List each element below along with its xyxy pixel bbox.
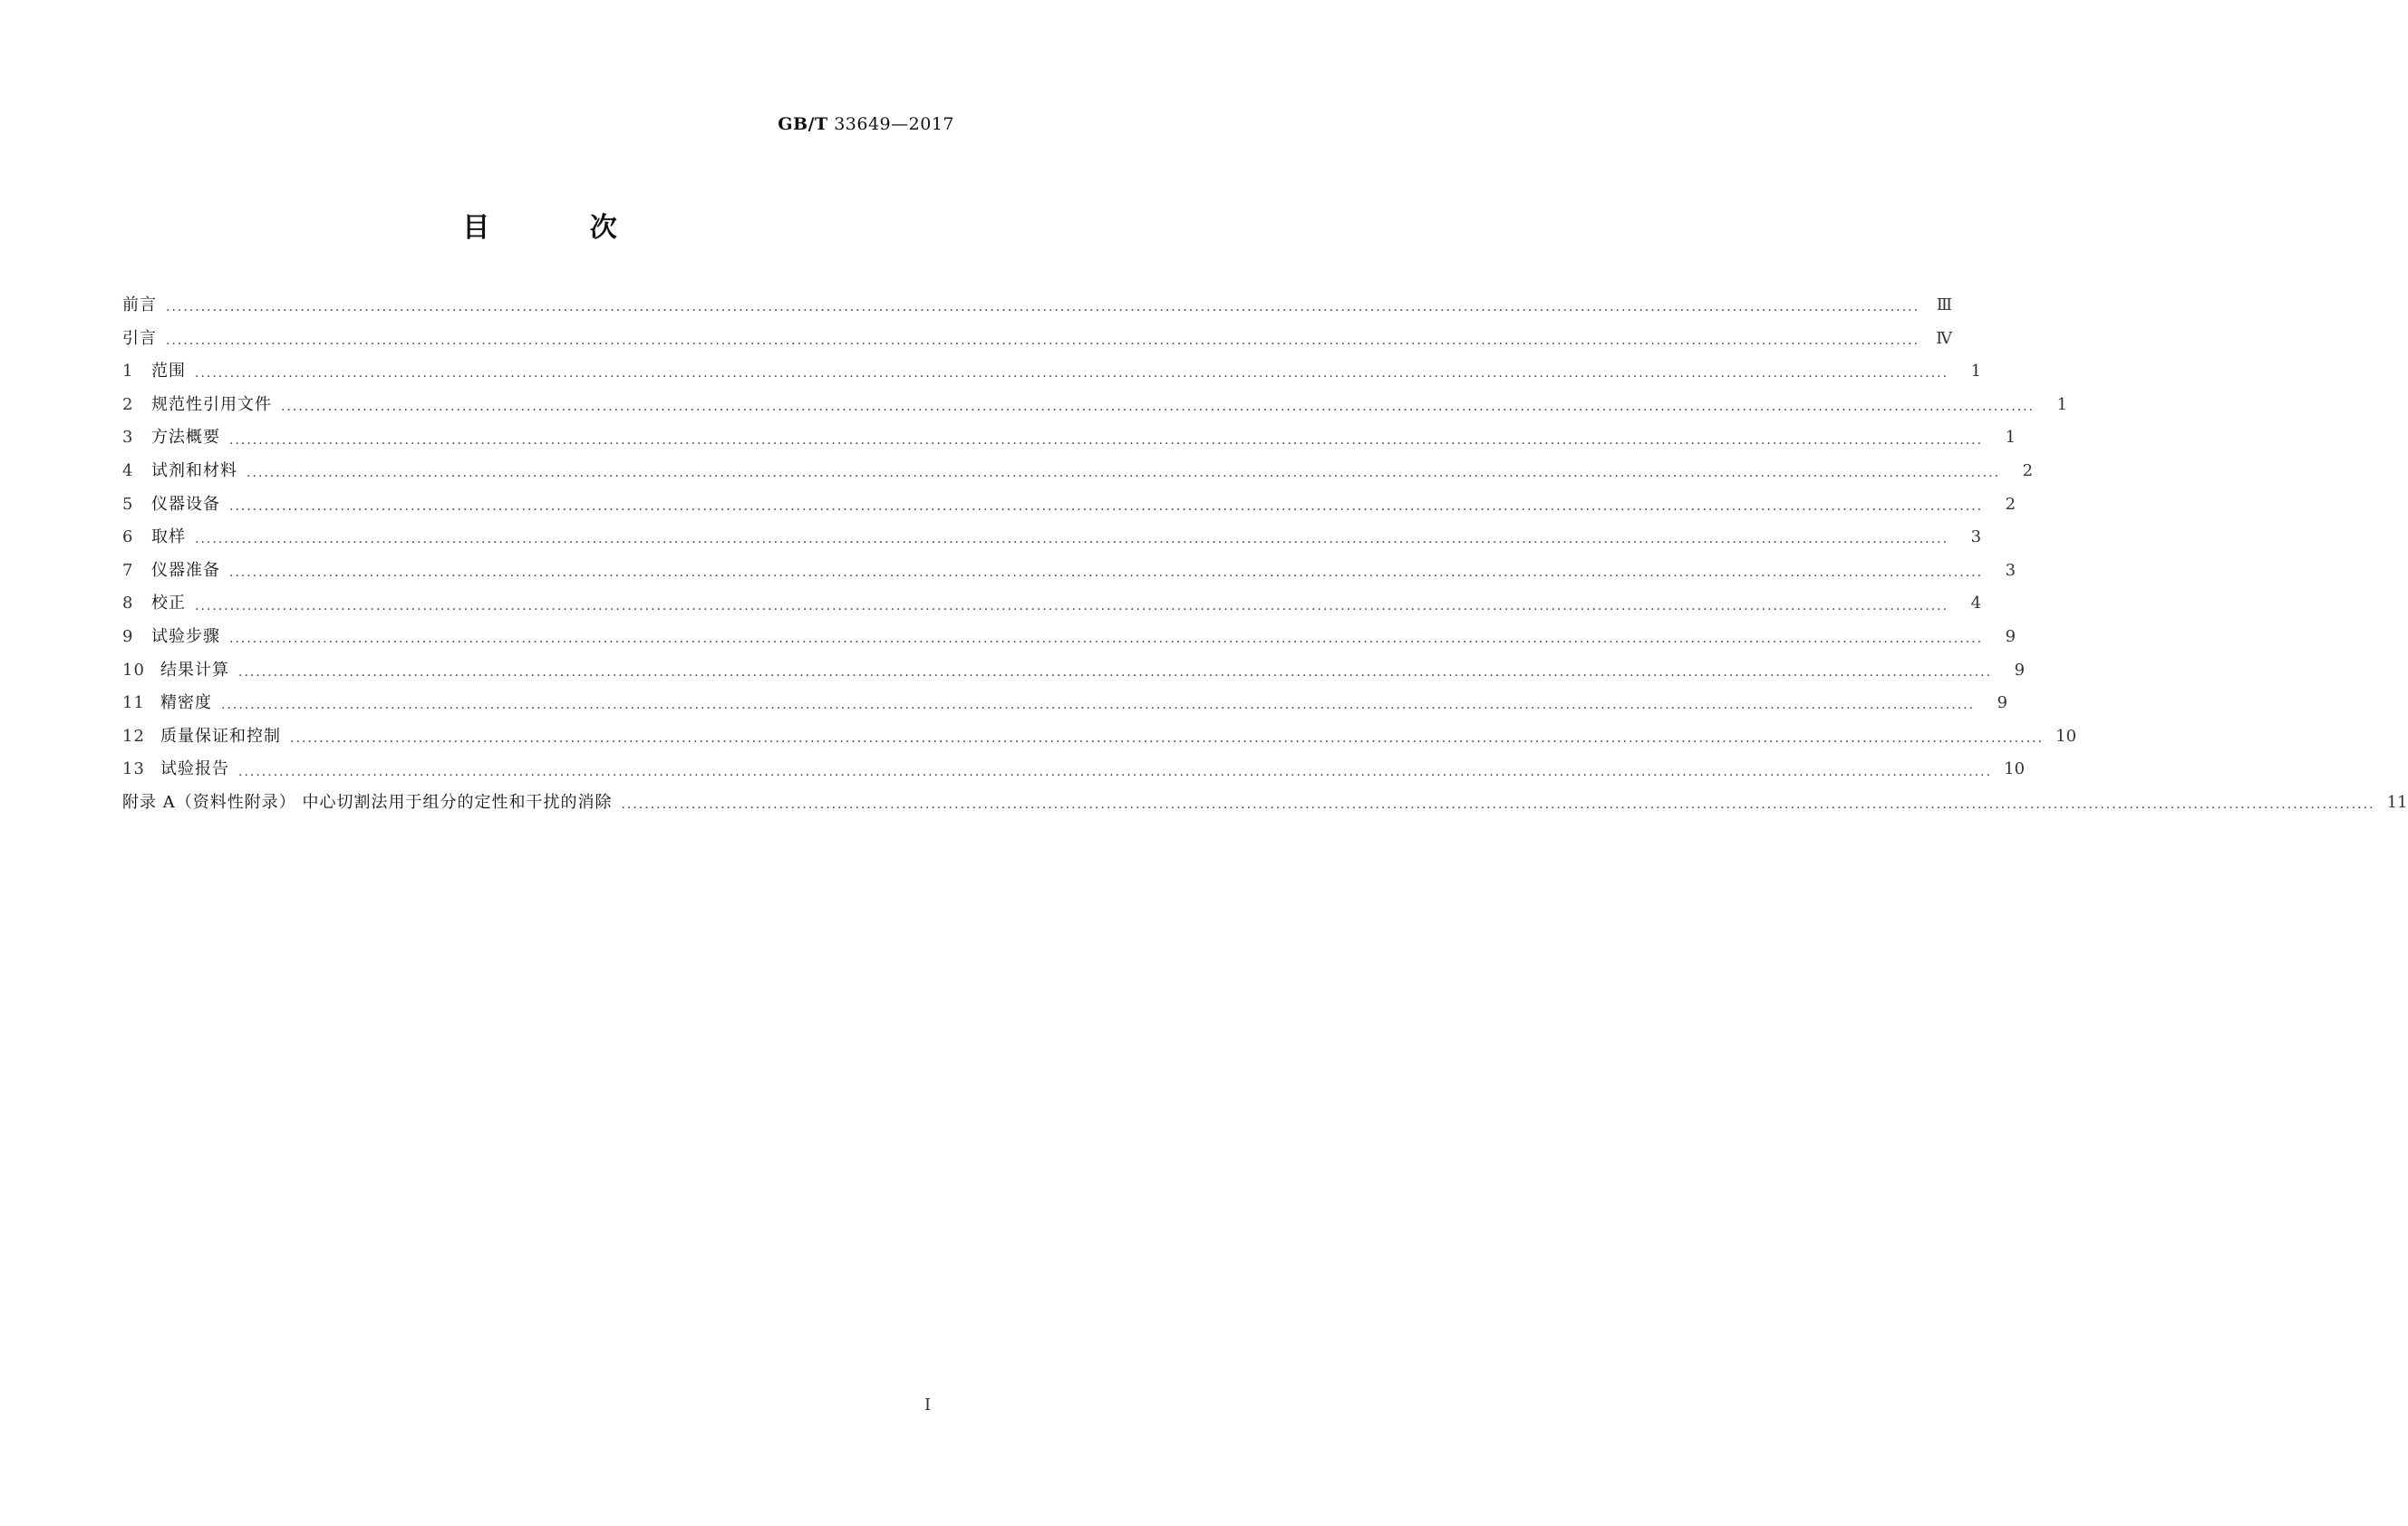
toc-section-number: 10	[122, 660, 145, 680]
toc-section-number: 2	[122, 394, 134, 414]
toc-dot-leader: ············································································································································································································································································································	[229, 569, 1984, 584]
toc-entry[interactable]	[122, 723, 2077, 757]
toc-label	[122, 458, 247, 481]
toc-entry[interactable]	[122, 358, 1982, 391]
toc-section-title: 引言	[122, 328, 157, 348]
toc-label	[122, 524, 195, 547]
page-title: 目 次	[462, 212, 662, 244]
table-of-contents	[122, 292, 2408, 823]
toc-section-number: 9	[122, 626, 134, 646]
toc-section-number: 3	[122, 428, 134, 448]
toc-page-number: 1	[2005, 428, 2016, 448]
toc-page-number: 10	[2004, 759, 2026, 779]
toc-label	[122, 292, 166, 315]
toc-entry[interactable]	[122, 789, 2408, 823]
toc-section-number: 13	[122, 759, 145, 779]
toc-section-title: 试剂和材料	[151, 460, 237, 480]
toc-page-number: 3	[2005, 560, 2016, 580]
toc-label	[122, 491, 229, 515]
toc-entry[interactable]	[122, 391, 2068, 425]
toc-page-number: 9	[1997, 693, 2008, 713]
toc-dot-leader: ············································································································································································································································································································	[166, 304, 1920, 319]
toc-dot-leader: ············································································································································································································································································································	[238, 668, 1993, 683]
toc-page-number: 4	[1970, 594, 1982, 613]
toc-entry[interactable]	[122, 491, 2016, 525]
toc-dot-leader: ············································································································································································································································································································	[281, 403, 2036, 419]
toc-section-number: 11	[122, 693, 145, 713]
toc-page-number: 10	[2055, 726, 2077, 746]
toc-section-title: 试验步骤	[151, 626, 220, 646]
toc-section-title: 校正	[151, 594, 186, 613]
toc-label	[122, 690, 221, 713]
toc-entry[interactable]	[122, 756, 2026, 789]
toc-label	[122, 789, 621, 813]
toc-dot-leader: ············································································································································································································································································································	[166, 336, 1920, 352]
toc-label	[122, 424, 229, 448]
toc-section-number: 6	[122, 527, 134, 547]
toc-page-number: 9	[2014, 660, 2026, 680]
toc-section-title: 规范性引用文件	[151, 394, 272, 414]
toc-dot-leader: ············································································································································································································································································································	[229, 436, 1984, 451]
toc-entry[interactable]	[122, 690, 2008, 723]
toc-label	[122, 657, 238, 681]
page-number: I	[924, 1396, 932, 1415]
toc-dot-leader: ············································································································································································································································································································	[221, 701, 1976, 717]
toc-page-number: 2	[2022, 460, 2034, 480]
toc-section-title: 附录 A（资料性附录） 中心切割法用于组分的定性和干扰的消除	[122, 792, 613, 812]
toc-entry[interactable]	[122, 424, 2016, 458]
toc-page-number: 11	[2386, 792, 2408, 812]
toc-page-number: 1	[2056, 394, 2068, 414]
toc-section-title: 精密度	[160, 693, 212, 713]
toc-section-number: 7	[122, 560, 134, 580]
toc-entry[interactable]	[122, 524, 1982, 557]
toc-entry[interactable]	[122, 325, 1953, 359]
toc-section-title: 方法概要	[151, 428, 220, 448]
toc-dot-leader: ············································································································································································································································································································	[195, 602, 1949, 617]
toc-dot-leader: ············································································································································································································································································································	[229, 635, 1984, 651]
standard-number: 33649—2017	[834, 114, 954, 134]
standard-code	[778, 114, 954, 134]
toc-label	[122, 723, 290, 747]
toc-dot-leader: ············································································································································································································································································································	[195, 370, 1949, 385]
toc-section-title: 前言	[122, 295, 157, 314]
toc-dot-leader: ············································································································································································································································································································	[229, 502, 1984, 517]
toc-label	[122, 590, 195, 613]
toc-dot-leader: ············································································································································································································································································································	[621, 801, 2375, 816]
toc-section-number: 1	[122, 362, 134, 382]
toc-page-number: 3	[1970, 527, 1982, 547]
toc-section-title: 仪器准备	[151, 560, 220, 580]
toc-label	[122, 756, 238, 779]
toc-label	[122, 325, 166, 349]
toc-page-number: 2	[2005, 494, 2016, 514]
toc-label	[122, 358, 195, 382]
toc-dot-leader: ············································································································································································································································································································	[290, 735, 2045, 750]
toc-dot-leader: ············································································································································································································································································································	[195, 536, 1949, 551]
toc-label	[122, 623, 229, 647]
toc-section-number: 5	[122, 494, 134, 514]
toc-entry[interactable]	[122, 292, 1953, 325]
toc-entry[interactable]	[122, 557, 2016, 591]
toc-entry[interactable]	[122, 623, 2016, 657]
toc-page-number: Ⅳ	[1936, 328, 1953, 348]
toc-entry[interactable]	[122, 458, 2034, 491]
toc-section-title: 范围	[151, 362, 186, 382]
toc-dot-leader: ············································································································································································································································································································	[247, 469, 2001, 485]
toc-section-title: 结果计算	[160, 660, 229, 680]
toc-page-number: 9	[2005, 626, 2016, 646]
toc-section-title: 仪器设备	[151, 494, 220, 514]
toc-section-title: 取样	[151, 527, 186, 547]
standard-prefix: GB/T	[778, 114, 828, 134]
toc-section-title: 试验报告	[160, 759, 229, 779]
toc-section-number: 12	[122, 726, 145, 746]
toc-page-number: Ⅲ	[1936, 295, 1953, 314]
toc-page-number: 1	[1970, 362, 1982, 382]
toc-label	[122, 391, 281, 415]
toc-entry[interactable]	[122, 657, 2026, 691]
toc-section-title: 质量保证和控制	[160, 726, 281, 746]
toc-section-number: 8	[122, 594, 134, 613]
toc-dot-leader: ············································································································································································································································································································	[238, 768, 1993, 783]
toc-section-number: 4	[122, 460, 134, 480]
toc-entry[interactable]	[122, 590, 1982, 623]
toc-label	[122, 557, 229, 581]
